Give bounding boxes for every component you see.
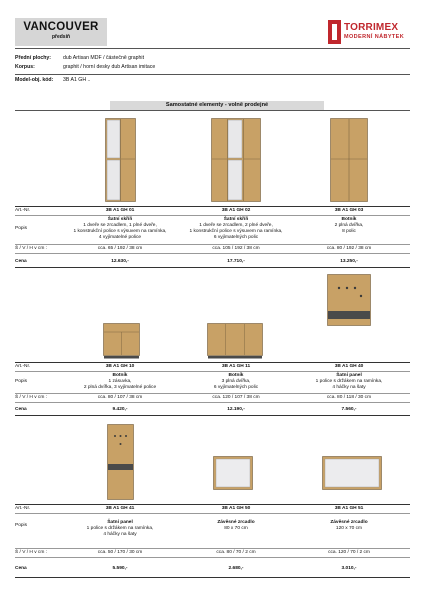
product-price: 12.630,-: [111, 259, 129, 264]
row-separator: [15, 267, 410, 268]
logo-mark-icon: [328, 20, 341, 44]
product-title: Botník: [228, 373, 244, 378]
meta-row: [15, 76, 410, 85]
catalog-page: [15, 18, 410, 571]
product-code: 3B A1 GH 03: [334, 208, 364, 213]
product-title: Šatní panel: [107, 520, 133, 525]
description-line: 1 dveře se zrcadlem, 1 plné dveře,: [83, 223, 157, 228]
meta-label: Přední plochy:: [15, 55, 52, 61]
wardrobe-02-image: [211, 118, 261, 202]
row-separator: [15, 577, 410, 578]
product-price: 17.710,-: [227, 259, 245, 264]
product-dimensions: cca. 120 / 70 / 2 cm: [328, 550, 370, 555]
product-title: Závěsné zrcadlo: [217, 520, 255, 525]
row-separator: [15, 253, 410, 254]
description-line: 4 háčky na šaty: [103, 532, 137, 537]
wardrobe-01-image: [105, 118, 136, 202]
dimensions-label: Š / V / H v cm :: [15, 550, 47, 555]
product-code: 3B A1 GH 01: [105, 208, 135, 213]
product-description: [294, 373, 404, 391]
price-label: Cena: [15, 566, 27, 571]
product-dimensions: cca. 50 / 170 / 30 cm: [97, 550, 143, 555]
row-separator: [15, 415, 410, 416]
description-line: 1 police s držákem na ramínka,: [315, 379, 383, 384]
product-description: [181, 217, 291, 241]
row-separator: [15, 402, 410, 403]
description-label: Popis: [15, 523, 27, 528]
description-line: 6 vyjímatelných polic: [213, 385, 259, 390]
product-dimensions: cca. 80 / 118 / 30 cm: [326, 395, 372, 400]
description-label: Popis: [15, 379, 27, 384]
shoe-cabinet-03-image: [330, 118, 368, 202]
product-title: Botník: [112, 373, 128, 378]
product-dimensions: cca. 65 / 192 / 38 cm: [97, 246, 143, 251]
shoe-cabinet-11-image: [207, 323, 263, 359]
description-line: 2 plná dvířka, 3 vyjímatelné police: [83, 385, 157, 390]
meta-row: [15, 54, 410, 63]
shoe-cabinet-10-image: [103, 323, 140, 359]
product-title: Šatní panel: [336, 373, 362, 378]
price-label: Cena: [15, 407, 27, 412]
code-label: Art.-Nr.: [15, 506, 31, 511]
row-separator: [15, 215, 410, 216]
row-separator: [15, 513, 410, 514]
description-line: 6 vyjímatelných polic: [213, 235, 259, 240]
torrimex-logo: [328, 20, 410, 44]
row-separator: [15, 557, 410, 558]
product-code: 3B A1 GH 41: [105, 506, 135, 511]
product-code: 3B A1 GH 11: [221, 364, 251, 369]
product-block-1: [15, 114, 410, 294]
product-title: Botník: [341, 217, 357, 222]
description-line: 1 dveře se zrcadlem, 2 plné dveře,: [199, 223, 273, 228]
description-line: 4 vyjímatelné police: [98, 235, 142, 240]
description-line: 80 x 70 cm: [224, 526, 248, 531]
mirror-50-image: [213, 456, 253, 490]
logo-name: TORRIMEX: [344, 22, 399, 33]
row-separator: [15, 393, 410, 394]
product-price: 13.250,-: [340, 259, 358, 264]
row-separator: [15, 548, 410, 549]
product-description: [65, 520, 175, 538]
title-box: [15, 18, 107, 46]
product-price: 12.190,-: [227, 407, 245, 412]
divider: [15, 110, 410, 111]
product-dimensions: cca. 120 / 107 / 38 cm: [212, 395, 260, 400]
coat-panel-40-image: [327, 274, 371, 326]
product-description: [65, 373, 175, 391]
product-description: [294, 217, 404, 235]
row-separator: [15, 362, 410, 363]
row-separator: [15, 244, 410, 245]
price-label: Cena: [15, 259, 27, 264]
page-title: VANCOUVER: [23, 21, 99, 33]
product-price: 5.590,-: [112, 566, 128, 571]
description-line: 8 polic: [342, 229, 356, 234]
meta-row: [15, 63, 410, 72]
product-dimensions: cca. 80 / 70 / 2 cm: [216, 550, 256, 555]
description-line: 2 plná dvířka,: [334, 223, 364, 228]
product-description: [294, 520, 404, 532]
meta-label: Model-obj. kód:: [15, 77, 54, 83]
meta-value: graphit / horní desky dub Artisan imitace: [63, 64, 156, 70]
dimensions-label: Š / V / H v cm :: [15, 246, 47, 251]
meta-info: [15, 54, 410, 85]
product-dimensions: cca. 105 / 192 / 38 cm: [212, 246, 260, 251]
product-title: Závěsné zrcadlo: [330, 520, 368, 525]
coat-panel-41-image: [107, 424, 134, 500]
description-line: 4 háčky na šaty: [332, 385, 366, 390]
mirror-51-image: [322, 456, 382, 490]
product-dimensions: cca. 80 / 192 / 38 cm: [326, 246, 372, 251]
product-code: 3B A1 GH 02: [221, 208, 251, 213]
description-line: 1 police s držákem na ramínka,: [86, 526, 154, 531]
dimensions-label: Š / V / H v cm :: [15, 395, 47, 400]
description-line: 3 plná dvířka,: [221, 379, 251, 384]
product-price: 2.680,-: [228, 566, 244, 571]
product-title: Šatní skříň: [223, 217, 249, 222]
product-dimensions: cca. 80 / 107 / 38 cm: [97, 395, 143, 400]
description-line: 1 konstrukční police s výsuvem na ramínka,: [73, 229, 167, 234]
description-line: 120 x 70 cm: [335, 526, 363, 531]
row-separator: [15, 504, 410, 505]
product-code: 3B A1 GH 40: [334, 364, 364, 369]
row-separator: [15, 206, 410, 207]
code-label: Art.-Nr.: [15, 364, 31, 369]
product-title: Šatní skříň: [107, 217, 133, 222]
section-title: Samostatné elementy - volně prodejné: [110, 101, 324, 110]
code-label: Art.-Nr.: [15, 208, 31, 213]
logo-tagline: MODERNÍ NÁBYTEK: [344, 34, 405, 40]
product-description: [181, 373, 291, 391]
product-code: 3B A1 GH 51: [334, 506, 364, 511]
product-description: [181, 520, 291, 532]
product-block-3: [15, 424, 410, 594]
description-label: Popis: [15, 226, 27, 231]
product-price: 9.420,-: [112, 407, 128, 412]
product-price: 7.560,-: [341, 407, 357, 412]
product-price: 3.010,-: [341, 566, 357, 571]
product-code: 3B A1 GH 10: [105, 364, 135, 369]
page-subtitle: předsíň: [51, 34, 71, 40]
meta-value: dub Artisan MDF / částečně graphit: [63, 55, 145, 61]
description-line: 1 konstrukční police s výsuvem na ramínka,: [189, 229, 283, 234]
meta-label: Korpus:: [15, 64, 35, 70]
meta-value: 3B A1 GH ..: [63, 77, 91, 83]
header: [15, 18, 410, 46]
divider: [15, 74, 410, 75]
product-block-2: [15, 274, 410, 424]
description-line: 1 zásuvka,: [108, 379, 132, 384]
divider: [15, 48, 410, 49]
product-description: [65, 217, 175, 241]
product-code: 3B A1 GH 50: [221, 506, 251, 511]
row-separator: [15, 371, 410, 372]
